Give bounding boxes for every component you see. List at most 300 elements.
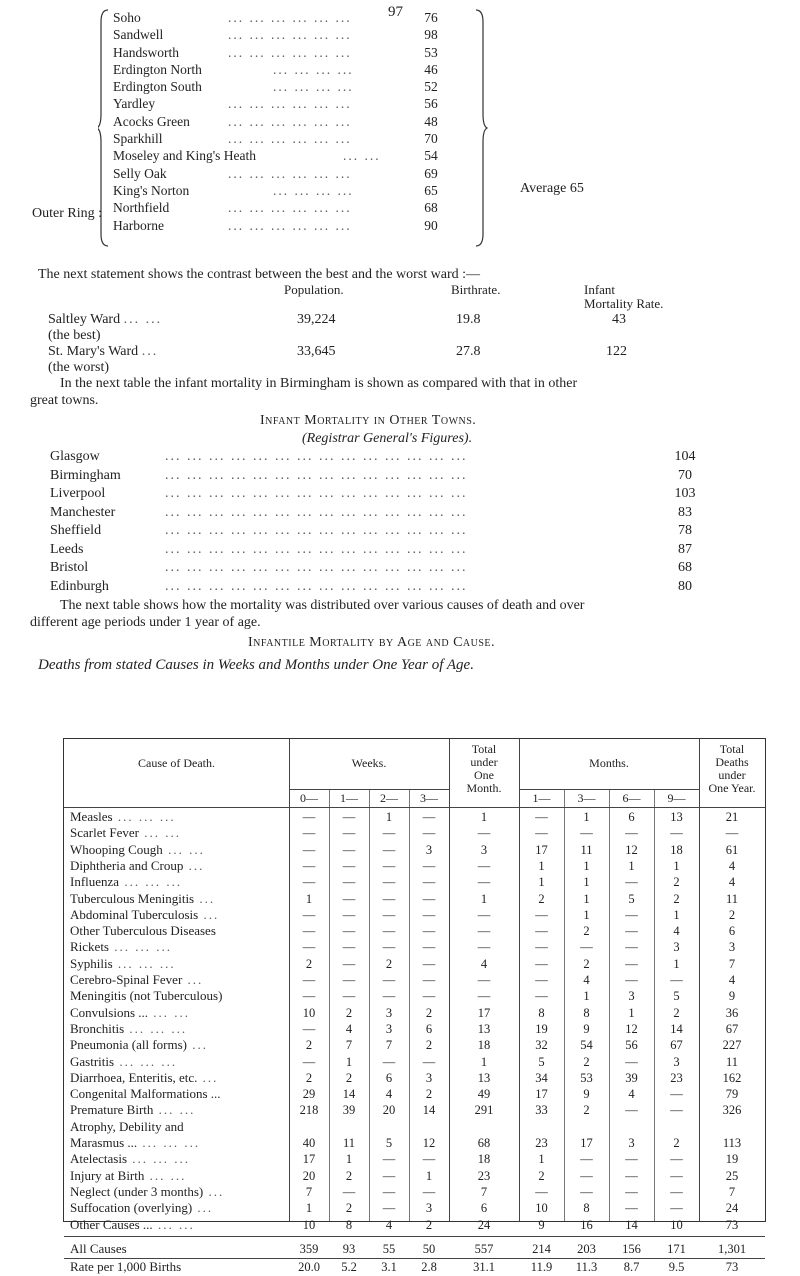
ward-value: 90 [424, 217, 438, 233]
cause-text: Rate per 1,000 Births [70, 1259, 182, 1275]
leader-dots: ... ... ... ... ... ... ... ... ... ... ... ... ... ... [165, 449, 468, 464]
table-cell: 19 [535, 1021, 548, 1036]
table-cell: 218 [299, 1103, 319, 1118]
table-cell: 8.7 [623, 1260, 640, 1275]
cause-text: Whooping Cough [70, 841, 163, 857]
leader-dots: ... ... ... [119, 874, 183, 890]
table-cell: 6 [385, 1070, 393, 1085]
ward-value: 65 [424, 182, 438, 198]
cause-text: Congenital Malformations ... [70, 1086, 221, 1102]
table-cell: 3 [425, 842, 433, 857]
table-cell: 9 [583, 1087, 590, 1102]
table-cell: 1 [425, 1168, 433, 1183]
table-cell: 20.0 [298, 1260, 320, 1275]
table-cell: 3 [628, 989, 635, 1004]
cause-text: Pneumonia (all forms) [70, 1037, 187, 1053]
table-cell: 6 [425, 1021, 433, 1036]
table-cell: 4 [628, 1087, 635, 1102]
leader-dots: ... ... [138, 825, 181, 841]
table-cell: 9 [728, 989, 736, 1004]
table-cell: 156 [622, 1241, 641, 1256]
worst-population: 33,645 [297, 344, 336, 359]
table-cell: — [580, 940, 593, 955]
leader-dots: ... ... ... [137, 1135, 201, 1150]
causes-title: Infantile Mortality by Age and Cause. [248, 635, 496, 650]
table-cell: — [625, 907, 638, 922]
table-cell: — [477, 989, 491, 1004]
table-cell: 2 [345, 1005, 353, 1020]
cause-label [70, 1217, 195, 1234]
table-cell: 56 [625, 1038, 638, 1053]
col-infant-1: Infant [584, 282, 616, 297]
table-cell: 1 [480, 810, 488, 824]
table-cell: 2 [538, 891, 545, 906]
towns-title: Infant Mortality in Other Towns. [260, 413, 477, 428]
table-cell: 36 [725, 1005, 739, 1020]
cause-text: Injury at Birth [70, 1167, 145, 1183]
table-cell: 20 [382, 1103, 396, 1118]
table-cell: 2 [583, 1054, 590, 1069]
leader-dots: ... ... ... [109, 939, 172, 955]
table-cell [654, 1119, 699, 1136]
cause-label [70, 972, 203, 989]
cause-text: Tuberculous Meningitis [70, 890, 195, 906]
table-cell: 326 [722, 1103, 742, 1118]
table-cell: 10 [302, 1005, 316, 1020]
cause-text: Gastritis [70, 1053, 115, 1069]
contrast-intro: The next statement shows the contrast between the best and the worst ward :— [38, 267, 481, 282]
table-cell: — [670, 1152, 683, 1167]
cause-label [70, 1151, 190, 1168]
cause-label [70, 874, 182, 891]
table-cell: 11 [725, 1054, 739, 1069]
table-cell: — [625, 1152, 638, 1167]
table-cell: 50 [422, 1241, 436, 1256]
table-cell: 4 [385, 1217, 393, 1232]
table-cell: — [382, 989, 396, 1004]
cause-text: Meningitis (not Tuberculous) [70, 988, 223, 1004]
table-cell: — [382, 891, 396, 906]
cause-text: Influenza [70, 874, 120, 890]
table-cell: — [342, 875, 356, 890]
table-cell: — [342, 924, 356, 939]
table-cell: 40 [302, 1136, 316, 1150]
town-name: Manchester [50, 504, 116, 520]
table-cell: — [477, 907, 491, 922]
table-cell: 1 [673, 858, 680, 873]
table-cell: 14 [625, 1217, 638, 1232]
ward-name: Erdington South [113, 79, 202, 95]
table-cell: 11.3 [575, 1260, 598, 1275]
table-cell: — [580, 1168, 593, 1183]
table-cell: — [302, 875, 316, 890]
table-cell: — [535, 989, 548, 1004]
cause-text: Other Causes ... [70, 1216, 153, 1232]
leader-dots: ... ... ... [124, 1020, 188, 1036]
table-cell: 8 [583, 1005, 590, 1020]
leader-dots: ... ... ... ... ... ... ... ... ... ... ... ... ... ... [165, 504, 468, 520]
best-population: 39,224 [297, 312, 336, 327]
ward-value: 52 [424, 79, 438, 95]
table-cell: 2 [673, 1136, 680, 1150]
causes-table [63, 738, 766, 1275]
town-name: Edinburgh [50, 578, 109, 594]
th-sub: 1— [340, 791, 358, 805]
table-cell: 291 [474, 1103, 494, 1118]
table-cell: 2 [425, 1087, 433, 1102]
cause-label [70, 923, 216, 940]
leader-dots: ... [192, 1200, 214, 1216]
table-cell: 2 [583, 924, 590, 939]
towns-subtitle: (Registrar General's Figures). [302, 431, 473, 446]
table-cell: — [342, 842, 356, 857]
table-cell: 4 [480, 956, 488, 971]
town-value: 83 [678, 504, 692, 520]
outer-ring-label: Outer Ring : [32, 206, 102, 221]
table-cell: — [625, 1103, 638, 1118]
ward-row [113, 95, 473, 112]
th-total-month: Total under One Month. [466, 742, 502, 795]
table-cell: — [477, 973, 491, 987]
table-cell: 24 [725, 1201, 739, 1216]
leader-dots: ... ... ... ... ... ... ... ... ... ... ... ... ... ... [165, 467, 468, 483]
cause-label [70, 825, 181, 842]
leader-dots: ... ... ... ... ... ... [228, 113, 352, 129]
cause-label [70, 956, 176, 973]
best-imr: 43 [612, 312, 626, 327]
table-cell: 11.9 [530, 1260, 553, 1275]
table-cell: — [670, 1201, 683, 1216]
table-cell: 20 [302, 1168, 316, 1183]
table-cell: 2 [673, 1005, 680, 1020]
table-cell: 13 [477, 1021, 491, 1036]
table-cell: 2 [305, 1038, 313, 1053]
ward-row [113, 147, 473, 164]
town-name: Birmingham [50, 467, 121, 483]
table-cell: 39 [625, 1070, 638, 1085]
table-cell: — [535, 924, 548, 939]
cause-text: Measles [70, 809, 113, 824]
table-cell: 79 [725, 1087, 739, 1102]
cause-label [70, 1241, 127, 1258]
table-cell: 54 [580, 1038, 593, 1053]
col-infant-2: Mortality Rate. [584, 296, 664, 311]
table-cell: 14 [342, 1087, 356, 1102]
table-cell: 3 [385, 1005, 393, 1020]
leader-dots: ... ... [144, 1167, 187, 1183]
table-cell: — [302, 973, 316, 987]
th-sub: 3— [577, 791, 596, 805]
table-cell: 1 [480, 1054, 488, 1069]
cause-label [70, 988, 222, 1005]
table-cell: 1 [583, 858, 590, 873]
table-cell: — [477, 826, 491, 841]
town-value: 104 [674, 449, 696, 464]
table-cell: — [725, 826, 739, 841]
table-cell: 93 [342, 1241, 356, 1256]
table-cell: 12 [625, 842, 638, 857]
ward-name: Erdington North [113, 61, 202, 77]
table-cell: — [535, 1184, 548, 1199]
leader-dots: ... ... [153, 1102, 196, 1118]
table-cell: — [382, 826, 396, 841]
table-cell: 1 [345, 1152, 353, 1167]
table-cell: — [422, 1152, 436, 1167]
leader-dots: ... ... ... ... ... ... [228, 44, 352, 60]
causes-subtitle: Deaths from stated Causes in Weeks and Months under One Year of Age. [38, 657, 474, 673]
table-cell: 4 [673, 924, 680, 939]
table-cell: — [670, 973, 683, 987]
table-cell: 32 [535, 1038, 548, 1053]
table-cell: — [625, 1201, 638, 1216]
table-cell: — [580, 1152, 593, 1167]
table-cell: — [382, 842, 396, 857]
ward-name: Selly Oak [113, 165, 167, 181]
leader-dots: ... ... ... ... ... ... [228, 27, 352, 43]
table-cell: 18 [670, 842, 683, 857]
outer-ring-ward-list [113, 9, 473, 234]
table-cell: 1 [583, 989, 590, 1004]
town-row [50, 578, 750, 597]
table-cell: — [342, 940, 356, 955]
best-birthrate: 19.8 [456, 312, 481, 327]
cause-text: Neglect (under 3 months) [70, 1183, 204, 1199]
th-total-year: Total Deaths under One Year. [708, 742, 756, 795]
table-cell: — [422, 956, 436, 971]
ward-name: Yardley [113, 96, 156, 112]
town-name: Liverpool [50, 486, 106, 501]
table-cell: 8 [345, 1217, 353, 1232]
table-cell: 10 [302, 1217, 316, 1232]
table-cell: — [422, 907, 436, 922]
table-cell: — [670, 1168, 683, 1183]
table-cell: — [625, 956, 638, 971]
leader-dots: ... [182, 972, 204, 987]
table-cell: — [382, 1168, 396, 1183]
leader-dots: ... ... ... ... ... ... [228, 165, 352, 181]
cause-text: Atrophy, Debility and [70, 1118, 184, 1134]
table-cell: 1 [583, 891, 590, 906]
leader-dots: ... ... ... ... ... ... [228, 217, 352, 233]
th-sub: 1— [532, 791, 551, 805]
table-cell: 2 [538, 1168, 545, 1183]
table-cell: — [477, 858, 491, 873]
table-cell: — [625, 940, 638, 955]
table-cell: 4 [345, 1021, 353, 1036]
sub-header-line [289, 789, 449, 790]
ward-name: Northfield [113, 200, 170, 216]
worst-ward: St. Mary's Ward ... [48, 344, 159, 359]
table-cell: — [580, 826, 593, 841]
table-cell: — [382, 907, 396, 922]
cause-label [70, 809, 176, 826]
ward-name: Moseley and King's Heath [113, 148, 257, 164]
table-cell: 33 [535, 1103, 548, 1118]
table-cell: — [422, 891, 436, 906]
cause-label [70, 891, 215, 908]
town-name: Leeds [50, 541, 84, 557]
table-cell: 2 [305, 956, 313, 971]
table-cell: 1 [305, 1201, 313, 1216]
table-cell [329, 1119, 369, 1136]
table-cell: 3 [673, 940, 680, 955]
table-cell: 1 [583, 810, 590, 824]
table-cell: 5 [673, 989, 680, 1004]
leader-dots: ... ... ... [112, 955, 176, 971]
best-note: (the best) [48, 328, 101, 343]
cause-text: All Causes [70, 1240, 127, 1256]
cause-label [70, 1184, 224, 1201]
cause-label [70, 1119, 184, 1136]
th-weeks: Weeks. [351, 756, 387, 770]
table-cell: 4 [385, 1087, 393, 1102]
leader-dots: ... ... ... ... ... ... ... ... ... ... ... ... ... ... [165, 523, 468, 538]
table-cell: 3 [673, 1054, 680, 1069]
ward-row [113, 130, 473, 147]
ward-name: Soho [113, 10, 141, 25]
table-cell: 18 [477, 1038, 491, 1053]
towns-list [50, 448, 750, 596]
table-cell: 55 [382, 1241, 396, 1256]
table-cell: 4 [728, 858, 736, 873]
table-cell: — [342, 973, 356, 987]
table-cell [369, 1119, 409, 1136]
table-cell: 7 [728, 1184, 736, 1199]
table-cell: 3 [385, 1021, 393, 1036]
table-cell: — [382, 858, 396, 873]
cause-text: Abdominal Tuberculosis [70, 906, 199, 922]
leader-dots: ... ... ... ... ... ... [228, 10, 352, 25]
table-cell [564, 1119, 609, 1136]
table-cell: — [580, 1184, 593, 1199]
table-cell: 1 [305, 891, 313, 906]
leader-dots: ... ... ... ... ... ... ... ... ... ... ... ... ... ... [165, 560, 468, 575]
table-cell: 8 [538, 1005, 545, 1020]
table-cell: 29 [302, 1087, 316, 1102]
table-cell: 1 [345, 1054, 353, 1069]
table-cell: 2.8 [421, 1260, 437, 1275]
table-cell: — [342, 907, 356, 922]
table-cell: 1 [538, 875, 545, 890]
table-cell: 2 [673, 891, 680, 906]
table-cell: 5 [385, 1136, 393, 1150]
table-cell: 2 [583, 956, 590, 971]
page-number: 97 [388, 4, 403, 20]
table-cell: 31.1 [473, 1260, 495, 1275]
cause-label [70, 1102, 195, 1119]
table-cell: — [625, 875, 638, 890]
table-cell: — [670, 1184, 683, 1199]
cause-text: Cerebro-Spinal Fever [70, 972, 183, 987]
leader-dots: ... ... ... ... [273, 79, 354, 95]
table-cell: 2 [583, 1103, 590, 1118]
table-cell: — [302, 907, 316, 922]
ward-value: 46 [424, 61, 438, 77]
table-cell: — [342, 826, 356, 841]
cause-label [70, 939, 172, 956]
col-birthrate: Birthrate. [451, 282, 501, 297]
table-cell: — [535, 956, 548, 971]
table-cell: — [670, 826, 683, 841]
table-cell: 61 [725, 842, 739, 857]
ward-value: 70 [424, 131, 438, 147]
table-cell: 1 [628, 1005, 635, 1020]
town-name: Sheffield [50, 523, 102, 538]
town-value: 80 [678, 578, 692, 594]
table-cell: — [302, 924, 316, 939]
outer-ring-average: Average 65 [520, 181, 584, 196]
cause-text: Convulsions ... [70, 1004, 149, 1020]
table-cell: 23 [477, 1168, 491, 1183]
table-cell: 3 [425, 1070, 433, 1085]
leader-dots: ... ... ... ... ... ... [228, 131, 352, 147]
table-cell: — [477, 924, 491, 939]
table-cell: — [422, 924, 436, 939]
town-row [50, 522, 750, 541]
table-cell: 14 [422, 1103, 436, 1118]
table-cell: 19 [725, 1152, 739, 1167]
table-cell [609, 1119, 654, 1136]
th-months: Months. [589, 756, 629, 770]
table-cell: — [382, 1184, 396, 1199]
table-cell: — [422, 973, 436, 987]
table-cell: — [342, 810, 356, 824]
table-cell: 2 [425, 1005, 433, 1020]
ward-name: Handsworth [113, 44, 179, 60]
table-cell: 2 [345, 1201, 353, 1216]
table-cell: — [302, 826, 316, 841]
table-cell: 16 [580, 1217, 593, 1232]
col-population: Population. [284, 282, 344, 297]
table-cell: 14 [670, 1021, 683, 1036]
th-sub: 3— [420, 791, 438, 805]
table-cell: — [382, 1201, 396, 1216]
town-row [50, 504, 750, 523]
leader-dots: ... ... [148, 1004, 191, 1020]
table-cell: — [422, 989, 436, 1004]
table-cell: — [422, 826, 436, 841]
cause-text: Premature Birth [70, 1102, 154, 1118]
ward-name: Acocks Green [113, 113, 190, 129]
th-sub: 0— [300, 791, 318, 805]
table-cell: 171 [667, 1241, 686, 1256]
table-cell: 1 [673, 956, 680, 971]
table-cell: 1,301 [717, 1241, 747, 1256]
table-cell: 24 [477, 1217, 491, 1232]
table-cell: 4 [728, 973, 736, 987]
table-cell: 17 [535, 1087, 548, 1102]
ward-row [113, 199, 473, 216]
cause-text: Diarrhoea, Enteritis, etc. [70, 1069, 198, 1085]
table-cell: 2 [673, 875, 680, 890]
table-cell: 1 [628, 858, 635, 873]
table-cell: — [625, 826, 638, 841]
table-cell: — [382, 1054, 396, 1069]
ward-name: Sandwell [113, 27, 164, 43]
table-cell: — [382, 973, 396, 987]
table-cell: 4 [583, 973, 590, 987]
table-cell: 7 [345, 1038, 353, 1053]
table-cell: 67 [670, 1038, 683, 1053]
table-cell: — [342, 1184, 356, 1199]
table-cell: — [477, 940, 491, 955]
header-line [64, 807, 765, 808]
leader-dots: ... ... ... [127, 1151, 191, 1167]
town-row [50, 467, 750, 486]
table-cell: — [625, 1184, 638, 1199]
leader-dots: ... ... ... ... ... ... [228, 200, 352, 216]
leader-dots: ... ... ... ... [273, 61, 354, 77]
